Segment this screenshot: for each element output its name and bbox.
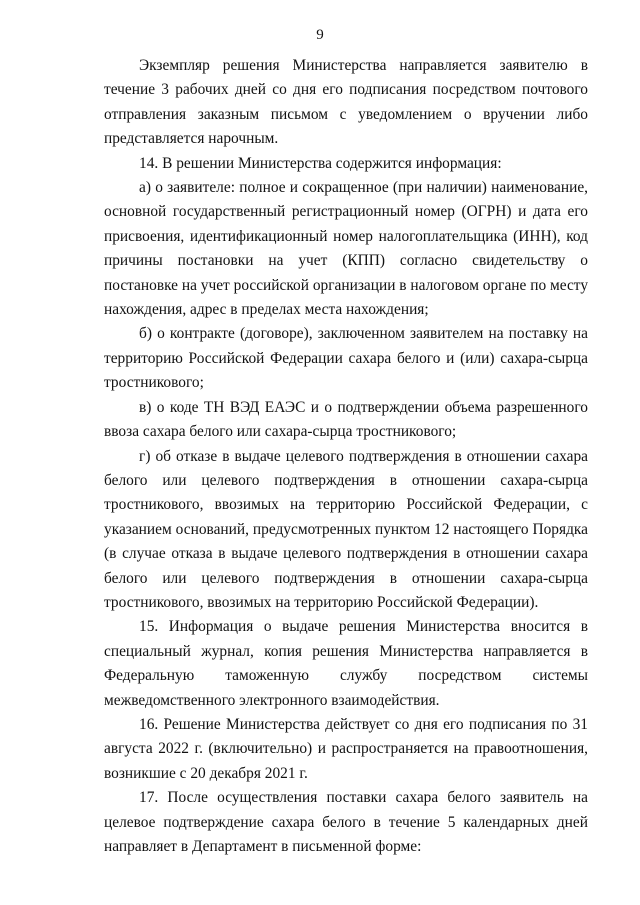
page-number: 9 (316, 27, 324, 43)
paragraph-14d-refusal: г) об отказе в выдаче целевого подтверждения в отношении сахара белого или целевого подтверждения в отношении сахара-сырца тростникового, ввозимых на территорию Российской Федерации, с указанием оснований, предусмотренных пунктом 12 настоящего Порядка (в случае отказа в выдаче целевого подтверждения в отношении сахара белого или целевого подтверждения в отношении сахара-сырца тростникового, ввозимых на территорию Российской Федерации). (104, 447, 588, 611)
paragraph-14c-code: в) о коде ТН ВЭД ЕАЭС и о подтверждении объема разрешенного ввоза сахара белого или сахара-сырца тростникового; (104, 398, 588, 441)
paragraph-15-journal: 15. Информация о выдаче решения Министерства вносится в специальный журнал, копия решения Министерства направляется в Федеральную таможенную службу посредством системы межведомственного электронного взаимодействия. (104, 618, 588, 709)
paragraph-16-validity: 16. Решение Министерства действует со дня его подписания по 31 августа 2022 г. (включительно) и распространяется на правоотношения, возникшие с 20 декабря 2021 г. (104, 715, 588, 782)
document-body (104, 54, 588, 859)
paragraph-17-delivery: 17. После осуществления поставки сахара белого заявитель на целевое подтверждение сахара белого в течение 5 календарных дней направляет в Департамент в письменной форме: (104, 789, 588, 855)
paragraph-14b-contract: б) о контракте (договоре), заключенном заявителем на поставку на территорию Российской Федерации сахара белого и (или) сахара-сырца тростникового; (104, 325, 588, 392)
paragraph-14a-applicant: а) о заявителе: полное и сокращенное (при наличии) наименование, основной государственный регистрационный номер (ОГРН) и дата его присвоения, идентификационный номер налогоплательщика (ИНН), код причины постановки на учет (КПП) согласно свидетельству о постановке на учет российской организации в налоговом органе по месту нахождения, адрес в пределах места нахождения; (104, 179, 589, 319)
paragraph-14-intro: 14. В решении Министерства содержится информация: (139, 154, 502, 172)
paragraph-copy-delivery: Экземпляр решения Министерства направляется заявителю в течение 3 рабочих дней со дня его подписания посредством почтового отправления заказным письмом с уведомлением о вручении либо представляется нарочным. (104, 57, 588, 148)
